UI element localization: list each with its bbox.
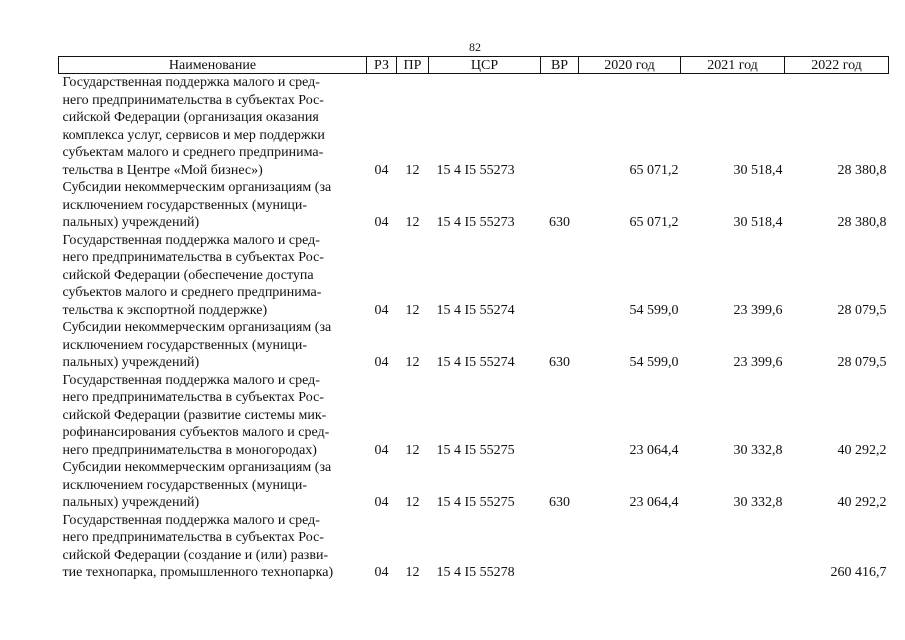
- cell-y2022: 28 380,8: [837, 162, 887, 178]
- table-row: [59, 372, 889, 460]
- cell-y2020: 23 064,4: [629, 442, 679, 458]
- cell-vr: [541, 74, 579, 180]
- header-pr: ПР: [397, 57, 429, 74]
- cell-pr: 12: [405, 215, 420, 230]
- cell-csr: 15 4 I5 55273: [436, 162, 515, 178]
- cell-name: Субсидии некоммерческим организациям (за исключением государственных (муници- пальных) учреждений): [62, 180, 332, 230]
- cell-rz: 04: [374, 302, 389, 318]
- cell-csr: 15 4 I5 55274: [436, 355, 515, 370]
- cell-rz: 04: [374, 495, 389, 510]
- cell-y2020: 54 599,0: [629, 355, 679, 370]
- cell-pr: 12: [405, 355, 420, 370]
- header-rz: РЗ: [367, 57, 397, 74]
- cell-y2020: 65 071,2: [629, 162, 679, 178]
- cell-y2020: 54 599,0: [629, 302, 679, 318]
- cell-y2022: 28 079,5: [837, 302, 887, 318]
- cell-rz: 04: [374, 215, 389, 230]
- cell-y2022: 40 292,2: [837, 442, 887, 458]
- page-number: 82: [469, 40, 481, 54]
- cell-name: Субсидии некоммерческим организациям (за исключением государственных (муници- пальных) учреждений): [62, 460, 332, 510]
- cell-rz: 04: [374, 355, 389, 370]
- cell-y2021: [681, 512, 785, 582]
- cell-csr: 15 4 I5 55274: [436, 302, 515, 318]
- cell-vr: [541, 232, 579, 320]
- cell-y2022: 260 416,7: [830, 565, 887, 580]
- cell-rz: 04: [374, 565, 389, 580]
- cell-pr: 12: [405, 565, 420, 580]
- cell-y2022: 28 079,5: [837, 355, 887, 370]
- cell-vr: 630: [549, 215, 570, 230]
- cell-csr: 15 4 I5 55275: [436, 442, 515, 458]
- table-row: [59, 232, 889, 320]
- header-vr: ВР: [541, 57, 579, 74]
- cell-csr: 15 4 I5 55275: [436, 495, 515, 510]
- cell-name: Государственная поддержка малого и сред- него предпринимательства в субъектах Рос- сийской Федерации (организация оказания комплекса услуг, сервисов и мер поддержки субъектам малого и среднего предпринима- тельства в Центре «Мой бизнес»): [62, 75, 325, 178]
- cell-name: Субсидии некоммерческим организациям (за исключением государственных (муници- пальных) учреждений): [62, 320, 332, 370]
- cell-rz: 04: [374, 442, 389, 458]
- header-2020: 2020 год: [579, 57, 681, 74]
- table-body: [59, 74, 889, 582]
- cell-csr: 15 4 I5 55278: [436, 565, 515, 580]
- cell-y2021: 30 332,8: [733, 495, 783, 510]
- cell-y2020: 23 064,4: [629, 495, 679, 510]
- cell-csr: 15 4 I5 55273: [436, 215, 515, 230]
- table-row: [59, 459, 889, 512]
- cell-y2021: 30 518,4: [733, 162, 783, 178]
- cell-y2021: 30 518,4: [733, 215, 783, 230]
- cell-name: Государственная поддержка малого и сред- него предпринимательства в субъектах Рос- сийской Федерации (обеспечение доступа субъектов малого и среднего предпринима- тельства к экспортной поддержке): [62, 232, 324, 318]
- cell-y2022: 40 292,2: [837, 495, 887, 510]
- cell-y2020: 65 071,2: [629, 215, 679, 230]
- cell-pr: 12: [405, 495, 420, 510]
- header-2021: 2021 год: [681, 57, 785, 74]
- table-row: [59, 179, 889, 232]
- header-2022: 2022 год: [785, 57, 889, 74]
- cell-name: Государственная поддержка малого и сред- него предпринимательства в субъектах Рос- сийской Федерации (создание и (или) разви- тие технопарка, промышленного технопарка): [62, 512, 334, 580]
- cell-y2021: 23 399,6: [733, 302, 783, 318]
- cell-vr: 630: [549, 355, 570, 370]
- table-header-row: [59, 57, 889, 74]
- cell-vr: 630: [549, 495, 570, 510]
- cell-pr: 12: [405, 302, 420, 318]
- cell-pr: 12: [405, 162, 420, 178]
- table-row: [59, 319, 889, 372]
- cell-name: Государственная поддержка малого и сред- него предпринимательства в субъектах Рос- сийской Федерации (развитие системы мик- рофинансирования субъектов малого и сред- него предпринимательства в моногородах): [62, 372, 330, 458]
- cell-vr: [541, 512, 579, 582]
- cell-pr: 12: [405, 442, 420, 458]
- cell-y2021: 30 332,8: [733, 442, 783, 458]
- header-name: Наименование: [59, 57, 367, 74]
- cell-y2022: 28 380,8: [837, 215, 887, 230]
- table-row: [59, 512, 889, 582]
- header-csr: ЦСР: [429, 57, 541, 74]
- budget-table: [58, 56, 889, 582]
- cell-y2020: [579, 512, 681, 582]
- cell-vr: [541, 372, 579, 460]
- cell-y2021: 23 399,6: [733, 355, 783, 370]
- table-row: [59, 74, 889, 180]
- cell-rz: 04: [374, 162, 389, 178]
